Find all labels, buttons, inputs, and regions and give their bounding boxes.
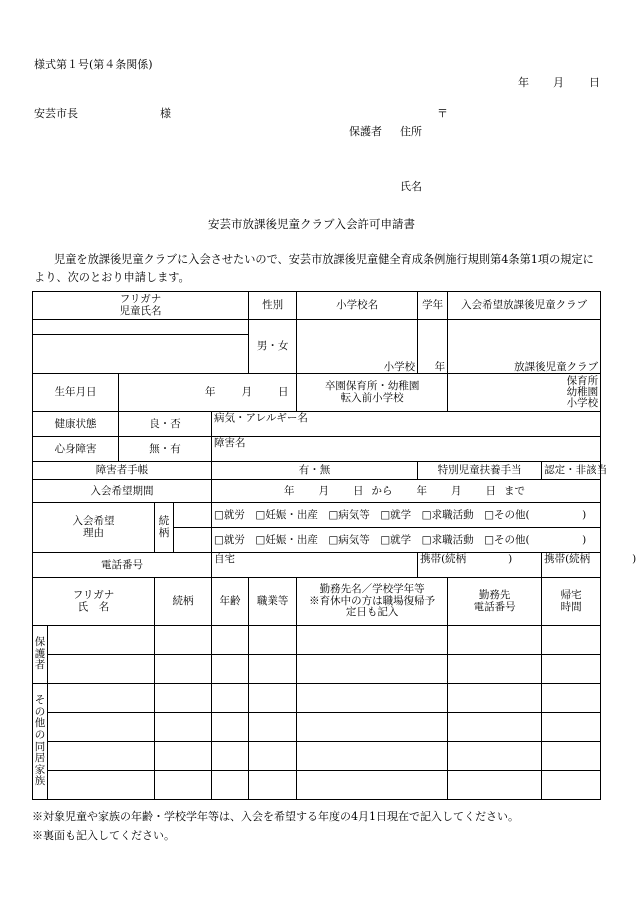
reason-label-1: 入会希望: [72, 514, 115, 527]
health-options[interactable]: 良・否: [119, 412, 212, 437]
family-4-work[interactable]: [297, 771, 448, 800]
phone-label: 電話番号: [33, 553, 212, 578]
period-end-year: 年: [416, 484, 427, 497]
prev-school-label-1: 卒園保育所・幼稚園: [324, 379, 420, 392]
club-label: 入会希望放課後児童クラブ: [448, 292, 601, 320]
date-day-label: 日: [589, 76, 600, 89]
child-furigana-header: [33, 292, 249, 320]
furigana-label: フリガナ: [119, 292, 162, 305]
prev-school-label: [297, 374, 448, 412]
guardian-2-occupation[interactable]: [249, 655, 297, 684]
club-input[interactable]: 放課後児童クラブ: [448, 320, 601, 374]
family-1-occupation[interactable]: [249, 684, 297, 713]
family-work-header: [297, 578, 448, 626]
family-4-phone[interactable]: [448, 771, 542, 800]
family-2-relation[interactable]: [155, 713, 212, 742]
family-2-return[interactable]: [542, 713, 601, 742]
guardian-side-label: [33, 626, 48, 684]
family-return-header: [542, 578, 601, 626]
allergy-field[interactable]: 病気・アレルギー名: [212, 412, 601, 437]
family-1-age[interactable]: [212, 684, 249, 713]
guardian-1-return[interactable]: [542, 626, 601, 655]
child-furigana-input[interactable]: [33, 320, 249, 335]
note-1: ※対象児童や家族の年齢・学校学年等は、入会を希望する年度の4月1日現在で記入してください。: [32, 810, 519, 823]
period-start-day: 日: [353, 484, 364, 497]
birth-month: 月: [241, 386, 252, 399]
family-4-return[interactable]: [542, 771, 601, 800]
family-phone-header: [448, 578, 542, 626]
addressee-suffix: 様: [160, 107, 171, 120]
phone-mobile-2-field[interactable]: 携帯(続柄 ): [542, 553, 601, 578]
reason-relation-input-1[interactable]: [174, 503, 212, 528]
allowance-label: 特別児童扶養手当: [418, 462, 542, 480]
application-table: [32, 291, 636, 800]
postal-mark: 〒: [437, 107, 448, 120]
reason-label: [33, 503, 155, 553]
family-3-relation[interactable]: [155, 742, 212, 771]
sex-label: 性別: [249, 292, 297, 320]
family-1-return[interactable]: [542, 684, 601, 713]
family-1-work[interactable]: [297, 684, 448, 713]
address-label: 住所: [400, 125, 422, 138]
guardian-2-age[interactable]: [212, 655, 249, 684]
guardian-1-occupation[interactable]: [249, 626, 297, 655]
family-4-relation[interactable]: [155, 771, 212, 800]
allowance-options[interactable]: 認定・非該当: [542, 462, 601, 480]
addressee: 安芸市長: [34, 107, 78, 120]
disability-options[interactable]: 無・有: [119, 437, 212, 462]
others-side-text: その他の同居家族: [34, 694, 46, 788]
guardian-label: 保護者: [349, 125, 382, 138]
form-number: 様式第１号(第４条関係): [34, 58, 153, 71]
intro-text: [34, 251, 604, 287]
reason-options-2[interactable]: □就労 □妊娠・出産 □病気等 □就学 □求職活動 □その他( ): [212, 528, 601, 553]
period-from: から: [371, 484, 393, 497]
date-month-label: 月: [553, 76, 564, 89]
family-3-age[interactable]: [212, 742, 249, 771]
family-age-header: 年齢: [212, 578, 249, 626]
family-3-phone[interactable]: [448, 742, 542, 771]
reason-label-2: 理由: [83, 526, 104, 539]
school-label: 小学校名: [297, 292, 418, 320]
school-input[interactable]: 小学校: [297, 320, 418, 374]
family-1-name[interactable]: [48, 684, 155, 713]
guardian-1-name[interactable]: [48, 626, 155, 655]
family-phone-label-2: 電話番号: [473, 600, 516, 613]
guardian-2-name[interactable]: [48, 655, 155, 684]
family-3-work[interactable]: [297, 742, 448, 771]
child-name-input[interactable]: [33, 335, 249, 374]
family-name-header: [33, 578, 155, 626]
birth-label: 生年月日: [33, 374, 119, 412]
others-side-label: [33, 684, 48, 800]
note-2: ※裏面も記入してください。: [32, 829, 175, 842]
family-relation-header: 続柄: [155, 578, 212, 626]
reason-options-1[interactable]: □就労 □妊娠・出産 □病気等 □就学 □求職活動 □その他( ): [212, 503, 601, 528]
family-phone-label-1: 勤務先: [478, 588, 511, 601]
guardian-2-relation[interactable]: [155, 655, 212, 684]
family-2-occupation[interactable]: [249, 713, 297, 742]
date-year-label: 年: [518, 76, 529, 89]
grade-input[interactable]: 年: [418, 320, 448, 374]
period-input[interactable]: [212, 480, 601, 503]
period-end-month: 月: [451, 484, 462, 497]
family-4-name[interactable]: [48, 771, 155, 800]
family-name-label: 氏 名: [77, 600, 110, 613]
family-work-label-1: 勤務先名／学校学年等: [319, 583, 425, 596]
guardian-2-return[interactable]: [542, 655, 601, 684]
guardian-1-age[interactable]: [212, 626, 249, 655]
guardian-2-work[interactable]: [297, 655, 448, 684]
prev-school-type-1: 保育所: [566, 374, 599, 387]
guardian-name-label: 氏名: [400, 180, 422, 193]
family-furigana-label: フリガナ: [72, 588, 115, 601]
family-occupation-header: 職業等: [249, 578, 297, 626]
family-3-return[interactable]: [542, 742, 601, 771]
period-until: まで: [504, 484, 525, 497]
family-2-age[interactable]: [212, 713, 249, 742]
guardian-1-work[interactable]: [297, 626, 448, 655]
prev-school-type-2: 幼稚園: [566, 385, 599, 398]
prev-school-input[interactable]: [448, 374, 601, 412]
family-1-relation[interactable]: [155, 684, 212, 713]
family-work-label-3: 定日も記入: [345, 606, 399, 619]
phone-mobile-1-field[interactable]: 携帯(続柄 ): [418, 553, 542, 578]
sex-options[interactable]: 男・女: [249, 320, 297, 374]
guardian-1-relation[interactable]: [155, 626, 212, 655]
period-end-day: 日: [485, 484, 496, 497]
disability-label: 心身障害: [33, 437, 119, 462]
guardian-side-text: 保護者: [34, 636, 46, 672]
period-start-month: 月: [318, 484, 329, 497]
birth-day: 日: [278, 386, 289, 399]
family-4-occupation[interactable]: [249, 771, 297, 800]
grade-label: 学年: [418, 292, 448, 320]
family-work-label-2: ※育休中の方は職場復帰予: [309, 594, 436, 607]
family-2-work[interactable]: [297, 713, 448, 742]
family-return-label-2: 時間: [560, 600, 582, 613]
prev-school-label-2: 転入前小学校: [340, 391, 404, 404]
handbook-label: 障害者手帳: [33, 462, 212, 480]
family-1-phone[interactable]: [448, 684, 542, 713]
family-4-age[interactable]: [212, 771, 249, 800]
family-2-name[interactable]: [48, 713, 155, 742]
intro-text-body: 児童を放課後児童クラブに入会させたいので、安芸市放課後児童健全育成条例施行規則第4条第1項の規定により、次のとおり申請します。: [34, 253, 594, 284]
reason-relation-text: 続柄: [158, 514, 170, 539]
child-name-label: 児童氏名: [119, 304, 162, 317]
handbook-options[interactable]: 有・無: [212, 462, 418, 480]
period-label: 入会希望期間: [33, 480, 212, 503]
birth-input[interactable]: [119, 374, 297, 412]
prev-school-type-3: 小学校: [566, 397, 599, 409]
family-2-phone[interactable]: [448, 713, 542, 742]
birth-year: 年: [205, 386, 216, 399]
guardian-1-phone[interactable]: [448, 626, 542, 655]
family-return-label-1: 帰宅: [560, 588, 582, 601]
phone-home-field[interactable]: 自宅: [212, 553, 418, 578]
guardian-2-phone[interactable]: [448, 655, 542, 684]
page-title: 安芸市放課後児童クラブ入会許可申請書: [208, 217, 415, 231]
family-3-name[interactable]: [48, 742, 155, 771]
period-start-year: 年: [284, 484, 295, 497]
reason-relation-label: [155, 503, 174, 553]
disability-name-field[interactable]: 障害名: [212, 437, 601, 462]
health-label: 健康状態: [33, 412, 119, 437]
family-3-occupation[interactable]: [249, 742, 297, 771]
reason-relation-input-2[interactable]: [174, 528, 212, 553]
